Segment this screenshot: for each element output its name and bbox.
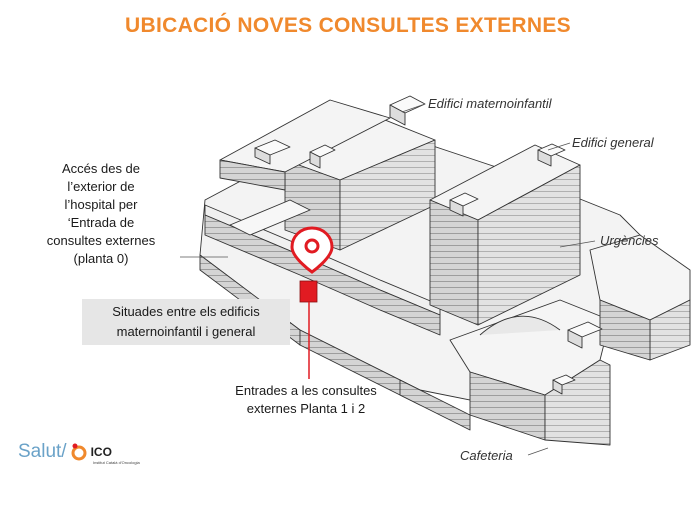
- between-note-line: maternoinfantil i general: [116, 324, 256, 339]
- between-note-line: Situades entre els edificis: [112, 304, 260, 319]
- access-note-line: consultes externes: [46, 233, 156, 248]
- map-title: UBICACIÓ NOVES CONSULTES EXTERNES: [125, 14, 571, 37]
- label-general: Edifici general: [572, 135, 654, 150]
- general-front: [430, 200, 478, 325]
- access-note-line: ‘Entrada de: [67, 215, 135, 230]
- entrance-marker-block: [300, 281, 317, 302]
- salut-logo: Salut/: [18, 441, 67, 462]
- ico-logo-icon: [70, 442, 88, 462]
- ico-logo-text: ICO: [90, 445, 112, 459]
- access-note-line: l’hospital per: [64, 197, 138, 212]
- access-note-line: (planta 0): [73, 251, 129, 266]
- entrances-note: [196, 382, 416, 418]
- label-urgencies: Urgències: [600, 233, 659, 248]
- between-buildings-note: [82, 299, 290, 345]
- access-note-line: l’exterior de: [67, 179, 135, 194]
- entrances-note-line: Entrades a les consultes: [235, 383, 377, 398]
- entrances-note-line: externes Planta 1 i 2: [246, 401, 366, 416]
- access-note-line: Accés des de: [61, 161, 141, 176]
- label-cafeteria: Cafeteria: [460, 448, 513, 463]
- label-maternoinfantil: Edifici maternoinfantil: [428, 96, 552, 111]
- access-note: [16, 160, 186, 268]
- ico-subtitle: Institut Català d’Oncologia: [93, 460, 140, 465]
